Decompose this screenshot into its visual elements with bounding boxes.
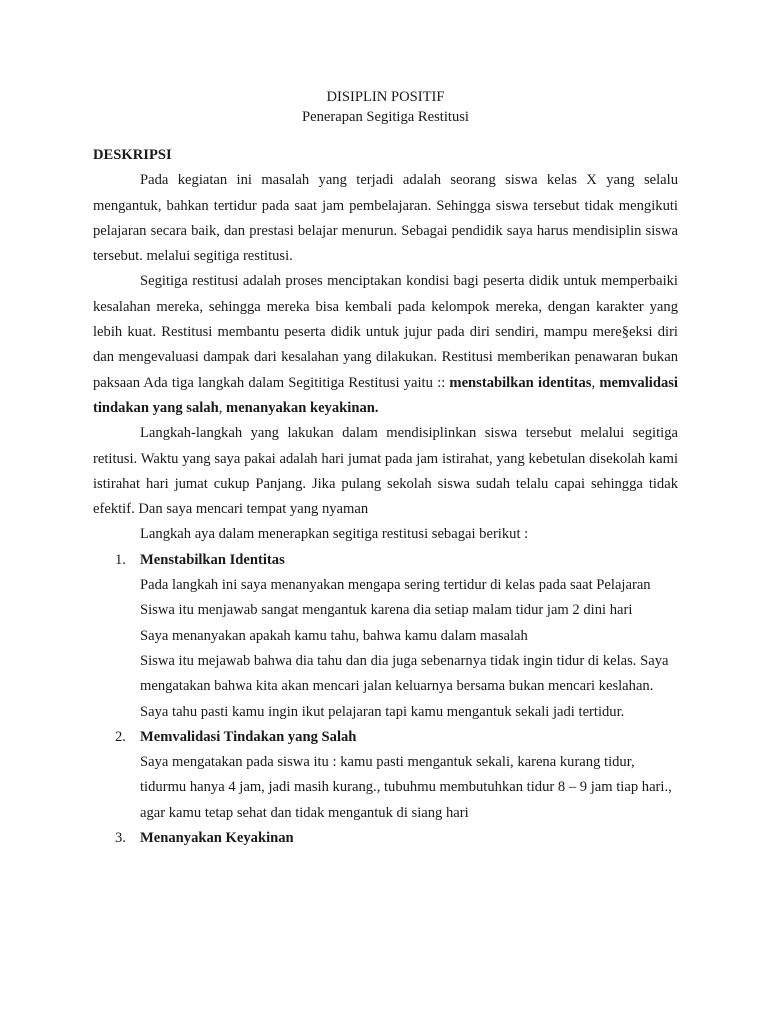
paragraph-4: Langkah aya dalam menerapkan segitiga restitusi sebagai berikut : <box>140 526 529 543</box>
step-number: 1. <box>115 551 126 568</box>
step-number: 2. <box>115 728 126 745</box>
paragraph-2-text: Segitiga restitusi adalah proses menciptakan kondisi bagi peserta didik untuk memperbaiki kesalahan mereka, sehingga mereka bisa kembali pada kelompok mereka, dengan karakter yang lebih kuat. Restitusi membantu peserta didik untuk jujur pada diri sendiri, mampu mere§eksi diri dan mengevaluasi dampak dari kesalahan yang dilakukan. Restitusi memberikan penawaran bukan paksaan Ada tiga langkah dalam Segititiga Restitusi yaitu :: <box>93 273 678 391</box>
bold-phrase-2: memvalidasi tindakan yang salah <box>93 374 678 416</box>
step-title: Memvalidasi Tindakan yang Salah <box>140 728 357 745</box>
steps-list <box>93 548 678 852</box>
step-line: Siswa itu menjawab sangat mengantuk karena dia setiap malam tidur jam 2 dini hari <box>140 602 633 619</box>
paragraph-2 <box>93 269 678 421</box>
bold-sep-1: , <box>591 374 600 391</box>
document-title: DISIPLIN POSITIF <box>326 89 445 105</box>
step-body <box>140 573 678 725</box>
step-line: Pada langkah ini saya menanyakan mengapa sering tertidur di kelas pada saat Pelajaran <box>140 577 651 594</box>
step-line: Siswa itu mejawab bahwa dia tahu dan dia juga sebenarnya tidak ingin tidur di kelas. Saya mengatakan bahwa kita akan mencari jalan keluarnya bersama bukan mencari keslahan. Saya tahu pasti kamu ingin ikut pelajaran tapi kamu mengantuk sekali jadi tertidur. <box>140 652 669 720</box>
paragraph-1: Pada kegiatan ini masalah yang terjadi adalah seorang siswa kelas X yang selalu mengantuk, bahkan tertidur pada saat jam pembelajaran. Sehingga siswa tersebut tidak mengikuti pelajaran secara baik, dan prestasi belajar menurun. Sebagai pendidik saya harus mendisiplin siswa tersebut. melalui segitiga restitusi. <box>93 172 678 265</box>
step-title: Menanyakan Keyakinan <box>140 830 294 847</box>
document-subtitle: Penerapan Segitiga Restitusi <box>302 109 469 125</box>
bold-phrase-1: menstabilkan identitas <box>449 374 592 391</box>
step-body <box>140 750 678 826</box>
list-item <box>93 826 678 851</box>
list-item <box>93 548 678 725</box>
step-line: Saya menanyakan apakah kamu tahu, bahwa kamu dalam masalah <box>140 627 528 644</box>
bold-sep-2: , <box>218 399 227 416</box>
section-heading: DESKRIPSI <box>93 147 172 163</box>
step-number: 3. <box>115 830 126 847</box>
paragraph-3: Langkah-langkah yang lakukan dalam mendisiplinkan siswa tersebut melalui segitiga retitusi. Waktu yang saya pakai adalah hari jumat pada jam istirahat, yang kebetulan disekolah kami istirahat hari jumat cukup Panjang. Jika pulang sekolah siswa sudah telalu capai sehingga tidak efektif. Dan saya mencari tempat yang nyaman <box>93 425 678 518</box>
step-line: Saya mengatakan pada siswa itu : kamu pasti mengantuk sekali, karena kurang tidur, tidurmu hanya 4 jam, jadi masih kurang., tubuhmu membutuhkan tidur 8 – 9 jam tiap hari., agar kamu tetap sehat dan tidak mengantuk di siang hari <box>140 754 672 821</box>
bold-phrase-3: menanyakan keyakinan. <box>226 399 379 416</box>
step-title: Menstabilkan Identitas <box>140 551 285 568</box>
list-item <box>93 725 678 826</box>
title-block <box>93 87 678 127</box>
